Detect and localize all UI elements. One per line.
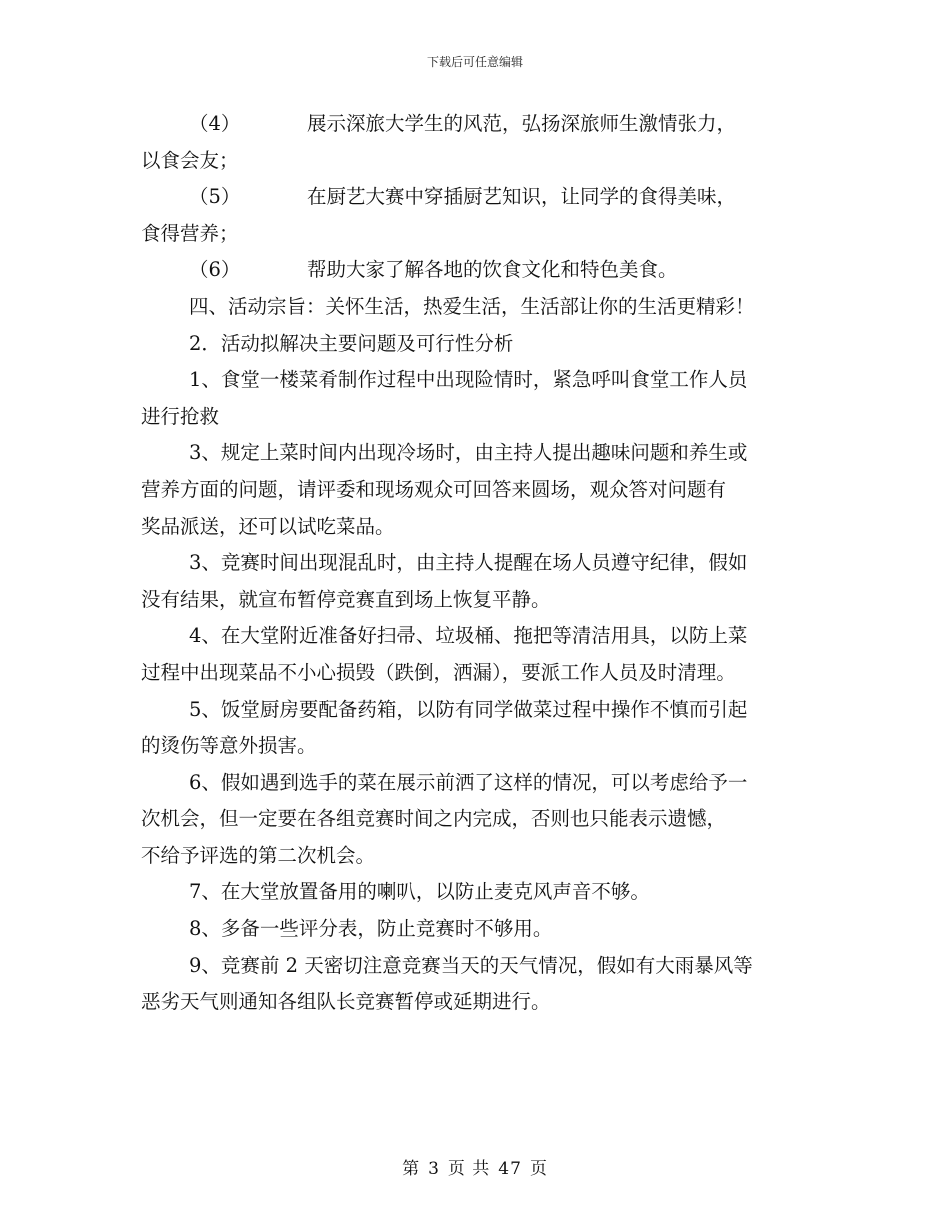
header-note: 下载后可任意编辑 — [426, 55, 523, 69]
item-text: 帮助大家了解各地的饮食文化和特色美食。 — [307, 258, 678, 282]
paragraph-line: 过程中出现菜品不小心损毁（跌倒，洒漏），要派工作人员及时清理。 — [141, 660, 736, 684]
paragraph-line: 1、食堂一楼菜肴制作过程中出现险情时，紧急呼叫食堂工作人员 — [189, 368, 748, 392]
paragraph-line: 5、饭堂厨房要配备药箱，以防有同学做菜过程中操作不慎而引起 — [189, 697, 748, 721]
paragraph-line: 恶劣天气则通知各组队长竞赛暂停或延期进行。 — [141, 990, 551, 1014]
total-pages: 47 — [498, 1159, 522, 1179]
item-text: 在厨艺大赛中穿插厨艺知识，让同学的食得美味， — [307, 185, 737, 209]
paragraph-line: 次机会，但一定要在各组竞赛时间之内完成，否则也只能表示遗憾， — [141, 807, 727, 831]
list-item — [141, 106, 809, 143]
paragraph-line: 3、规定上菜时间内出现冷场时，由主持人提出趣味问题和养生或 — [189, 441, 748, 465]
paragraph-line: 9、竞赛前 2 天密切注意竞赛当天的天气情况，假如有大雨暴风等 — [189, 953, 753, 977]
item-text: 展示深旅大学生的风范，弘扬深旅师生激情张力， — [307, 112, 737, 135]
paragraph-line: 6、假如遇到选手的菜在展示前洒了这样的情况，可以考虑给予一 — [189, 770, 748, 794]
footer-middle: 页 共 — [447, 1159, 491, 1179]
paragraph-line: 3、竞赛时间出现混乱时，由主持人提醒在场人员遵守纪律，假如 — [189, 551, 748, 575]
paragraph-line: 没有结果，就宣布暂停竞赛直到场上恢复平静。 — [141, 587, 551, 611]
paragraph-line: 以食会友； — [141, 148, 239, 172]
page-footer — [0, 1154, 950, 1179]
footer-prefix: 第 — [402, 1159, 421, 1179]
paragraph-line: 2．活动拟解决主要问题及可行性分析 — [189, 331, 514, 355]
item-number: （5） — [189, 185, 241, 209]
paragraph-line: 进行抢救 — [141, 404, 220, 428]
paragraph-line: 8、多备一些评分表，防止竞赛时不够用。 — [189, 917, 553, 941]
paragraph-line: 不给予评选的第二次机会。 — [141, 843, 376, 867]
paragraph-line: 的烫伤等意外损害。 — [141, 734, 317, 758]
item-number: （6） — [189, 258, 241, 282]
paragraph-line: 4、在大堂附近准备好扫帚、垃圾桶、拖把等清洁用具，以防上菜 — [189, 624, 748, 648]
paragraph-line: 营养方面的问题，请评委和现场观众可回答来圆场，观众答对问题有 — [141, 477, 727, 501]
list-item — [141, 252, 809, 289]
paragraph-line: 7、在大堂放置备用的喇叭，以防止麦克风声音不够。 — [189, 880, 650, 904]
footer-suffix: 页 — [529, 1159, 548, 1179]
paragraph-line: 四、活动宗旨：关怀生活，热爱生活，生活部让你的生活更精彩！ — [189, 294, 755, 318]
body-text — [141, 106, 809, 1021]
page-number: 3 — [428, 1159, 440, 1179]
paragraph-line: 奖品派送，还可以试吃菜品。 — [141, 514, 395, 538]
list-item — [141, 179, 809, 216]
item-number: （4） — [189, 112, 241, 135]
paragraph-line: 食得营养； — [141, 221, 239, 245]
